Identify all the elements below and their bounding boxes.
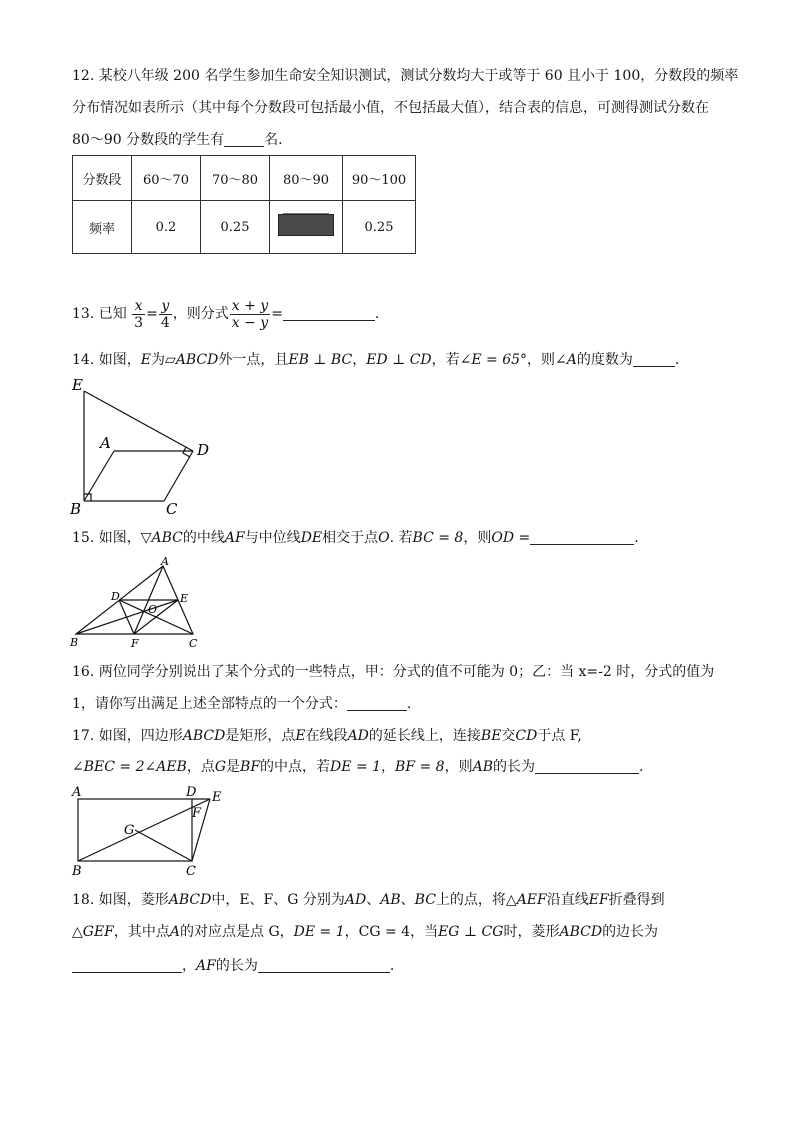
q12-answer-blank[interactable] bbox=[224, 130, 264, 147]
table-header-cell: 分数段 bbox=[73, 156, 132, 201]
q13-text-mid: ，则分式 bbox=[172, 306, 229, 322]
q18-line-2: △GEF，其中点A的对应点是点 G，DE = 1，CG = 4，当EG ⊥ CG时，菱形ABCD的边长为 bbox=[72, 924, 659, 940]
table-row bbox=[73, 201, 416, 254]
redacted-value-block bbox=[278, 214, 334, 236]
q16-line-2: 1，请你写出满足上述全部特点的一个分式： . bbox=[72, 696, 412, 712]
q15-line: 15. 如图，▽ABC的中线AF与中位线DE相交于点O. 若BC = 8，则OD = . bbox=[72, 530, 639, 546]
q16-line-1: 16. 两位同学分别说出了某个分式的一些特点，甲：分式的值不可能为 0；乙：当 x=-2 时，分式的值为 bbox=[72, 664, 715, 680]
label-e: E bbox=[72, 376, 83, 394]
table-cell: 0.2 bbox=[132, 201, 201, 254]
label-g: G bbox=[124, 823, 135, 838]
segment-be bbox=[78, 799, 210, 861]
label-f: F bbox=[192, 806, 202, 821]
label-d: D bbox=[186, 785, 197, 800]
fraction-x-over-3: $\frac{x}{3}$ bbox=[134, 297, 144, 331]
label-c: C bbox=[186, 864, 196, 879]
table-header-cell: 70～80 bbox=[201, 156, 270, 201]
table-cell-redacted bbox=[270, 201, 343, 254]
q12-text-end: 名. bbox=[264, 132, 283, 148]
q18-line-3: ，AF的长为 . bbox=[72, 956, 394, 976]
q17-line-1: 17. 如图，四边形ABCD是矩形，点E在线段AD的延长线上，连接BE交CD于点 F, bbox=[72, 728, 582, 744]
q15-answer-blank[interactable] bbox=[530, 528, 634, 545]
label-a: A bbox=[100, 434, 111, 452]
q14-figure bbox=[66, 376, 226, 516]
table-header-cell: 80～90 bbox=[270, 156, 343, 201]
q18-answer-blank-side[interactable] bbox=[72, 956, 182, 973]
label-b: B bbox=[70, 500, 82, 516]
q17-figure bbox=[66, 784, 230, 880]
label-d: D bbox=[197, 441, 210, 459]
segment-dc bbox=[164, 451, 193, 501]
segment-gc bbox=[135, 830, 192, 861]
table-header-row bbox=[73, 156, 416, 201]
label-a: A bbox=[72, 785, 82, 800]
label-d: D bbox=[111, 590, 120, 603]
table-cell: 0.25 bbox=[201, 201, 270, 254]
q13-answer-blank[interactable] bbox=[283, 304, 375, 321]
q12-text: 80～90 分数段的学生有 bbox=[72, 132, 225, 148]
q12-line-2: 分布情况如表所示（其中每个分数段可包括最小值，不包括最大值），结合表的信息，可测得测试分数在 bbox=[72, 100, 709, 116]
table-header-cell: 60～70 bbox=[132, 156, 201, 201]
q12-line-3 bbox=[72, 130, 283, 150]
label-a: A bbox=[161, 556, 169, 568]
label-f: F bbox=[131, 637, 139, 650]
fraction-sum-over-diff: $\frac{x + y}{x - y}$ bbox=[231, 297, 269, 331]
q18-answer-blank-af[interactable] bbox=[258, 956, 390, 973]
segment-eb bbox=[76, 600, 178, 634]
label-e: E bbox=[180, 592, 189, 605]
q15-figure bbox=[66, 556, 216, 652]
q13-text: 13. 已知 bbox=[72, 306, 127, 322]
q17-line-2: ∠BEC = 2∠AEB，点G是BF的中点，若DE = 1，BF = 8，则AB的长为 . bbox=[72, 759, 644, 775]
label-b: B bbox=[72, 864, 82, 879]
table-header-cell: 90～100 bbox=[343, 156, 416, 201]
fraction-y-over-4: $\frac{y}{4}$ bbox=[160, 297, 170, 331]
table-row-label: 频率 bbox=[73, 201, 132, 254]
q16-answer-blank[interactable] bbox=[347, 694, 407, 711]
q14-line: 14. 如图，E为▱ABCD外一点，且EB ⊥ BC，ED ⊥ CD，若∠E = 65°，则∠A的度数为 . bbox=[72, 352, 680, 368]
q14-answer-blank[interactable] bbox=[633, 350, 675, 367]
q13-line: 13. 已知 $\frac{x}{3}$ = $\frac{y}{4}$ ，则分式 $\frac{x + y}{x - y}$ = . bbox=[72, 297, 380, 331]
frequency-table bbox=[72, 155, 416, 254]
q17-answer-blank[interactable] bbox=[535, 757, 639, 774]
label-o: O bbox=[148, 603, 158, 616]
label-c: C bbox=[189, 637, 198, 650]
label-e: E bbox=[212, 790, 222, 805]
q18-line-1: 18. 如图，菱形ABCD中，E、F、G 分别为AD、AB、BC上的点，将△AEF沿直线EF折叠得到 bbox=[72, 892, 665, 908]
q12-line-1: 12. 某校八年级 200 名学生参加生命安全知识测试，测试分数均大于或等于 60 且小于 100，分数段的频率 bbox=[72, 68, 739, 84]
label-b: B bbox=[70, 636, 79, 649]
table-cell: 0.25 bbox=[343, 201, 416, 254]
label-c: C bbox=[166, 500, 178, 516]
